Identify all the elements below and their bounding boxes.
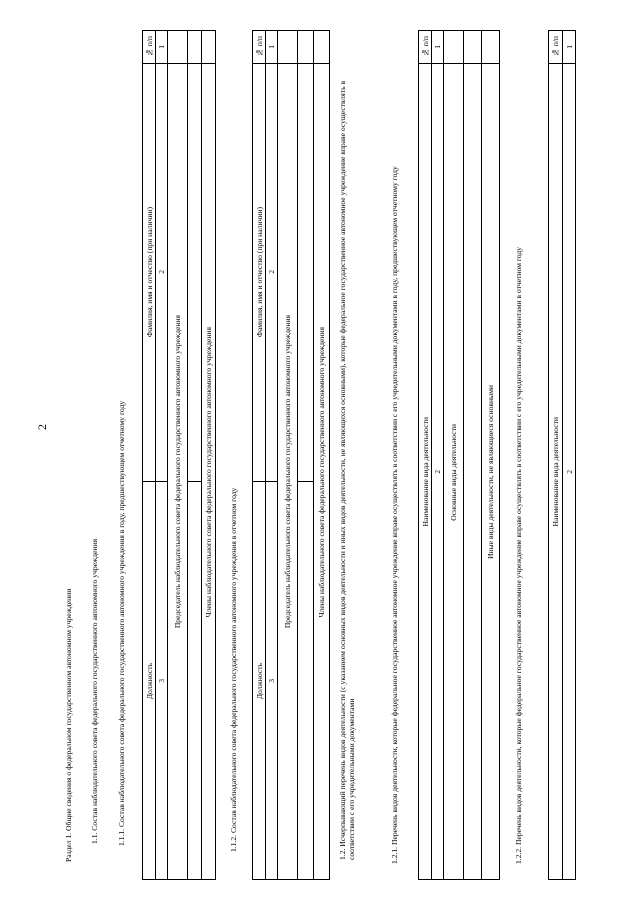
row-members: Члены наблюдательного совета федерального государственного автономного учреждения xyxy=(204,326,213,618)
supervisory-board-report-year-table xyxy=(252,30,330,880)
col-header-number: № п/п xyxy=(420,36,430,58)
col-number-2: 2 xyxy=(267,270,276,274)
col-header-activity-name: Наименование вида деятельности xyxy=(420,417,430,527)
row-chairman: Председатель наблюдательного совета федерального государственного автономного учреждения xyxy=(173,315,182,629)
col-number-2: 2 xyxy=(564,470,574,474)
row-main-activities: Основные виды деятельности xyxy=(449,423,458,521)
col-number-3: 3 xyxy=(267,679,276,683)
heading-1-1-1: 1.1.1. Состав наблюдательного совета федерального государственного автономного учреждения в году, предшествующем отчетному году xyxy=(117,400,126,846)
section-1-heading: Раздел 1. Общие сведения о федеральном государственном автономном учреждении xyxy=(64,588,73,862)
col-header-fio: Фамилия, имя и отчество (при наличии) xyxy=(144,206,154,338)
col-number-1: 1 xyxy=(157,45,166,49)
col-header-fio: Фамилия, имя и отчество (при наличии) xyxy=(254,206,264,338)
page-number: 2 xyxy=(35,424,49,430)
heading-1-2-1: 1.2.1. Перечень видов деятельности, которые федеральное государственное автономное учреждение вправе осуществлять в соответствии с его учредительными документами в году, предшествующем отчетному году xyxy=(390,166,399,864)
activities-report-year-table xyxy=(548,30,576,880)
col-number-1: 1 xyxy=(433,45,442,49)
col-header-position: Должность xyxy=(254,662,264,700)
heading-1-2-2: 1.2.2. Перечень видов деятельности, которые федеральное государственное автономное учреждение вправе осуществлять в соответствии с его учредительными документами в отчетном году xyxy=(514,247,523,864)
activities-prev-year-table xyxy=(418,30,500,880)
col-header-number: № п/п xyxy=(254,36,264,58)
col-number-2: 2 xyxy=(433,470,442,474)
heading-1-1-2: 1.1.2. Состав наблюдательного совета федерального государственного автономного учреждения в отчетном году xyxy=(229,487,238,852)
col-header-number: № п/п xyxy=(144,36,154,58)
col-header-position: Должность xyxy=(144,662,154,700)
col-number-1: 1 xyxy=(564,45,574,49)
col-number-2: 2 xyxy=(157,270,166,274)
heading-1-1: 1.1. Состав наблюдательного совета федерального государственного автономного учреждения xyxy=(90,538,99,844)
heading-1-2: 1.2. Исчерпывающий перечень видов деятельности (с указанием основных видов деятельности и иных видов деятельности, не являющихся основными), которые федеральное государственное автономное учреждение вправе осуществлять в соответствии с его учредительными документами xyxy=(338,80,356,860)
col-number-1: 1 xyxy=(267,45,276,49)
row-members: Члены наблюдательного совета федерального государственного автономного учреждения xyxy=(317,326,326,618)
row-other-activities: Иные виды деятельности, не являющиеся основными xyxy=(486,384,495,560)
supervisory-board-prev-year-table xyxy=(142,30,216,880)
row-chairman: Председатель наблюдательного совета федерального государственного автономного учреждения xyxy=(283,315,292,629)
col-header-number: № п/п xyxy=(551,36,560,58)
col-number-3: 3 xyxy=(157,679,166,683)
col-header-activity-name: Наименование вида деятельности xyxy=(551,417,560,527)
